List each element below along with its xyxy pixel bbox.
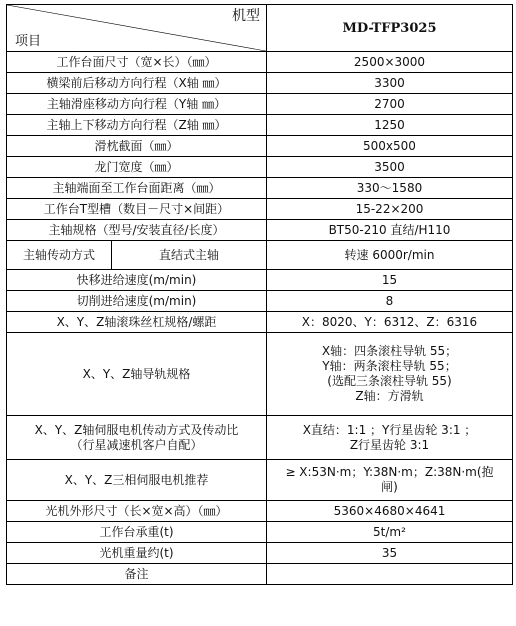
drive-label: 主轴传动方式 bbox=[7, 241, 112, 270]
table-row bbox=[7, 94, 513, 115]
table-row bbox=[7, 52, 513, 73]
table-row bbox=[7, 178, 513, 199]
item-row-label: 项目 bbox=[15, 34, 42, 49]
row-value: 35 bbox=[267, 543, 513, 564]
drive-type: 直结式主轴 bbox=[112, 241, 267, 270]
table-row bbox=[7, 241, 513, 270]
servo-drive-label bbox=[7, 416, 267, 460]
row-label: 切削进给速度(m/min) bbox=[7, 291, 267, 312]
header-row bbox=[7, 5, 513, 52]
table-row bbox=[7, 73, 513, 94]
row-label: 工作台面尺寸（宽×长）（㎜） bbox=[7, 52, 267, 73]
row-value: 330～1580 bbox=[267, 178, 513, 199]
row-label: 光机外形尺寸（长×宽×高）（㎜） bbox=[7, 501, 267, 522]
row-label: X、Y、Z轴滚珠丝杠规格/螺距 bbox=[7, 312, 267, 333]
row-label: 横梁前后移动方向行程（X轴 ㎜） bbox=[7, 73, 267, 94]
remarks-label: 备注 bbox=[7, 564, 267, 585]
row-value: BT50-210 直结/H110 bbox=[267, 220, 513, 241]
servo-drive-value-line: X直结：1:1 ；Y行星齿轮 3:1 ； bbox=[302, 422, 477, 437]
servo-drive-label-line: （行星减速机客户自配） bbox=[70, 437, 203, 452]
servo-motor-value bbox=[267, 460, 513, 501]
table-row bbox=[7, 333, 513, 416]
row-value: 5t/m² bbox=[267, 522, 513, 543]
row-label: 主轴端面至工作台面距离（㎜） bbox=[7, 178, 267, 199]
table-row bbox=[7, 270, 513, 291]
row-value: X：8020、Y：6312、Z：6316 bbox=[267, 312, 513, 333]
row-value: 2700 bbox=[267, 94, 513, 115]
model-column-label: 机型 bbox=[232, 8, 260, 24]
row-value: 500x500 bbox=[267, 136, 513, 157]
header-diagonal-cell bbox=[7, 5, 267, 52]
model-name: MD-TFP3025 bbox=[267, 5, 513, 52]
row-label: 主轴规格（型号/安装直径/长度） bbox=[7, 220, 267, 241]
row-value: 2500×3000 bbox=[267, 52, 513, 73]
row-value: 15 bbox=[267, 270, 513, 291]
table-row bbox=[7, 564, 513, 585]
diagonal-line bbox=[7, 5, 266, 51]
table-row bbox=[7, 136, 513, 157]
row-label: 快移进给速度(m/min) bbox=[7, 270, 267, 291]
row-label: 龙门宽度（㎜） bbox=[7, 157, 267, 178]
servo-motor-value-line: 闸) bbox=[381, 480, 398, 494]
servo-drive-value bbox=[267, 416, 513, 460]
row-value: 3300 bbox=[267, 73, 513, 94]
row-label: 光机重量约(t) bbox=[7, 543, 267, 564]
row-label: 主轴滑座移动方向行程（Y轴 ㎜） bbox=[7, 94, 267, 115]
row-value: 1250 bbox=[267, 115, 513, 136]
table-row bbox=[7, 312, 513, 333]
row-value: 8 bbox=[267, 291, 513, 312]
guide-line: Z轴：方滑轨 bbox=[355, 389, 424, 403]
servo-drive-value-line: Z行星齿轮 3:1 bbox=[349, 437, 430, 452]
table-row bbox=[7, 416, 513, 460]
row-value: 5360×4680×4641 bbox=[267, 501, 513, 522]
table-row bbox=[7, 157, 513, 178]
row-label: 工作台T型槽（数目－尺寸×间距） bbox=[7, 199, 267, 220]
table-row bbox=[7, 291, 513, 312]
row-value: 3500 bbox=[267, 157, 513, 178]
table-row bbox=[7, 199, 513, 220]
row-value: 15-22×200 bbox=[267, 199, 513, 220]
servo-drive-label-line: X、Y、Z轴伺服电机传动方式及传动比 bbox=[34, 422, 239, 437]
servo-motor-label: X、Y、Z三相伺服电机推荐 bbox=[7, 460, 267, 501]
drive-value: 转速 6000r/min bbox=[267, 241, 513, 270]
table-row bbox=[7, 543, 513, 564]
table-row bbox=[7, 115, 513, 136]
guide-value bbox=[267, 333, 513, 416]
row-label: 滑枕截面（㎜） bbox=[7, 136, 267, 157]
servo-motor-value-line: ≥ X:53N·m；Y:38N·m；Z:38N·m(抱 bbox=[285, 465, 494, 479]
remarks-value bbox=[267, 564, 513, 585]
spec-table bbox=[6, 4, 513, 585]
table-row bbox=[7, 460, 513, 501]
row-label: 工作台承重(t) bbox=[7, 522, 267, 543]
guide-line: (选配三条滚柱导轨 55) bbox=[327, 374, 452, 388]
guide-line: X轴：四条滚柱导轨 55； bbox=[321, 344, 458, 358]
guide-label: X、Y、Z轴导轨规格 bbox=[7, 333, 267, 416]
table-row bbox=[7, 522, 513, 543]
guide-line: Y轴：两条滚柱导轨 55； bbox=[322, 359, 457, 373]
row-label: 主轴上下移动方向行程（Z轴 ㎜） bbox=[7, 115, 267, 136]
table-row bbox=[7, 220, 513, 241]
table-row bbox=[7, 501, 513, 522]
